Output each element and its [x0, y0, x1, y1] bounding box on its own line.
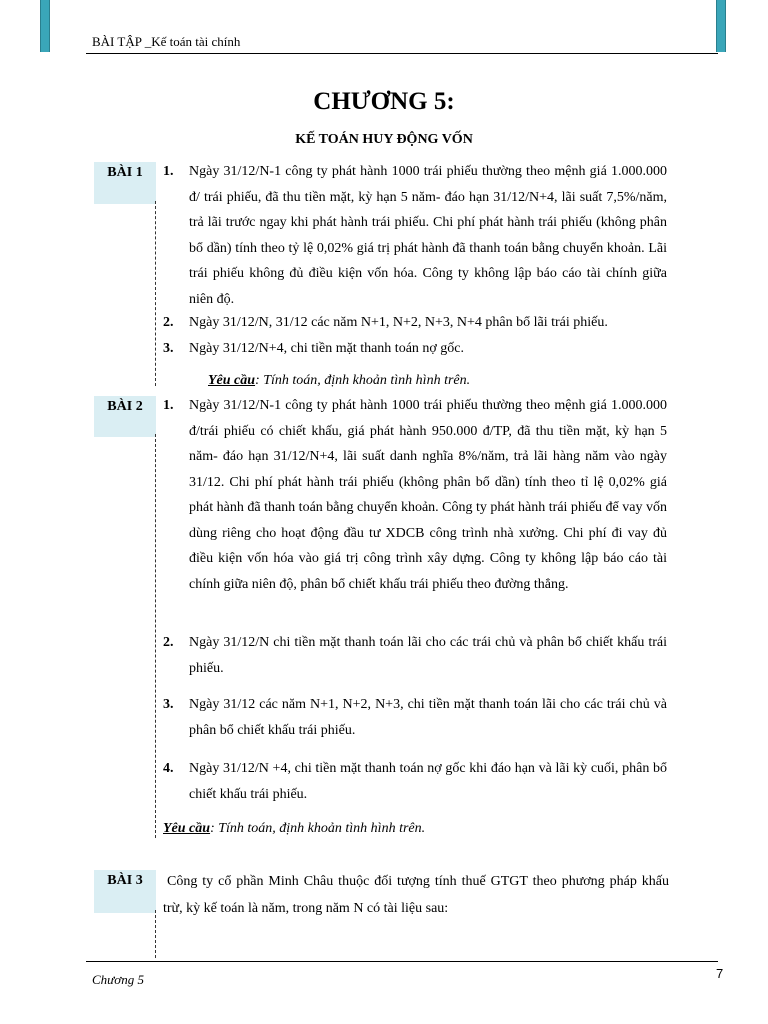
- item-text: Ngày 31/12/N +4, chi tiền mặt thanh toán nợ gốc khi đáo hạn và lãi kỳ cuối, phân bổ chiết khấu trái phiếu.: [189, 761, 667, 802]
- lesson-2-requirement: [163, 821, 425, 837]
- header-left-bar: [40, 0, 50, 52]
- lesson-2-divider: [155, 434, 156, 838]
- item-text: Ngày 31/12/N chi tiền mặt thanh toán lãi cho các trái chủ và phân bổ chiết khấu trái phiếu.: [189, 635, 667, 676]
- item-number: 2.: [163, 635, 174, 650]
- lesson-2-item-4: [163, 756, 667, 807]
- item-text: Ngày 31/12/N-1 công ty phát hành 1000 trái phiếu thường theo mệnh giá 1.000.000 đ/trái phiếu có chiết khấu, giá phát hành 950.000 đ/TP, đã thu tiền mặt, kỳ hạn 5 năm- đáo hạn 31/12/N+4, lãi suất danh nghĩa 8%/năm, trả lãi hàng năm vào ngày 31/12. Chi phí phát hành trái phiếu (không phân bổ dần) tính theo tỉ lệ 0,02% giá phát hành đã thanh toán bằng chuyển khoản. Công ty phát hành trái phiếu để vay vốn dùng riêng cho hoạt động đầu tư XDCB công trình nhà xưởng. Chi phí đi vay đủ điều kiện vốn hóa vào giá trị công trình xây dựng. Công ty không lập báo cáo tài chính giữa niên độ, phân bổ chiết khấu trái phiếu theo đường thẳng.: [189, 398, 667, 592]
- item-number: 3.: [163, 697, 174, 712]
- item-text: Ngày 31/12 các năm N+1, N+2, N+3, chi tiền mặt thanh toán lãi cho các trái chủ và phân bổ chiết khấu trái phiếu.: [189, 697, 667, 738]
- item-text: Ngày 31/12/N-1 công ty phát hành 1000 trái phiếu thường theo mệnh giá 1.000.000 đ/ trái phiếu, đã thu tiền mặt, kỳ hạn 5 năm- đáo hạn 31/12/N+4, lãi suất 7,5%/năm, trả lãi trước ngay khi phát hành trái phiếu. Chi phí phát hành trái phiếu (không phân bổ dần) tính theo tỷ lệ 0,02% giá trị phát hành đã thanh toán bằng chuyển khoản. Lãi trái phiếu không đủ điều kiện vốn hóa. Công ty không lập báo cáo tài chính giữa niên độ.: [189, 164, 667, 307]
- item-number: 4.: [163, 761, 174, 776]
- lesson-2-item-2: [163, 630, 667, 681]
- chapter-title: CHƯƠNG 5:: [313, 88, 455, 115]
- header-divider: [86, 53, 718, 54]
- lesson-1-item-1: [163, 159, 667, 312]
- item-text: Ngày 31/12/N+4, chi tiền mặt thanh toán nợ gốc.: [189, 341, 465, 356]
- page-number: 7: [716, 966, 724, 981]
- chapter-subtitle: KẾ TOÁN HUY ĐỘNG VỐN: [295, 132, 473, 147]
- footer-divider: [86, 961, 718, 962]
- lesson-2-item-3: [163, 692, 667, 743]
- lesson-1-divider: [155, 201, 156, 386]
- item-number: 1.: [163, 398, 174, 413]
- lesson-2-item-1: [163, 393, 667, 597]
- requirement-text: : Tính toán, định khoản tình hình trên.: [210, 821, 426, 836]
- item-text: Ngày 31/12/N, 31/12 các năm N+1, N+2, N+3, N+4 phân bổ lãi trái phiếu.: [189, 315, 608, 330]
- header-right-bar: [716, 0, 726, 52]
- lesson-3-label: BÀI 3: [94, 870, 156, 913]
- lesson-3-divider: [155, 910, 156, 958]
- lesson-1-requirement: [208, 373, 470, 389]
- requirement-text: : Tính toán, định khoản tình hình trên.: [255, 373, 471, 388]
- lesson-1-item-2: [163, 310, 667, 336]
- lesson-1-label: BÀI 1: [94, 162, 156, 204]
- requirement-label: Yêu cầu: [208, 373, 256, 388]
- header-text: BÀI TẬP _Kế toán tài chính: [92, 34, 241, 49]
- item-number: 2.: [163, 315, 174, 330]
- lesson-2-label: BÀI 2: [94, 396, 156, 437]
- footer-chapter: Chương 5: [92, 972, 144, 987]
- lesson-3-intro: Công ty cổ phần Minh Châu thuộc đối tượng tính thuế GTGT theo phương pháp khấu trừ, kỳ kế toán là năm, trong năm N có tài liệu sau:: [163, 874, 669, 916]
- requirement-label: Yêu cầu: [163, 821, 211, 836]
- item-number: 3.: [163, 341, 174, 356]
- lesson-1-item-3: [163, 336, 667, 362]
- item-number: 1.: [163, 164, 174, 179]
